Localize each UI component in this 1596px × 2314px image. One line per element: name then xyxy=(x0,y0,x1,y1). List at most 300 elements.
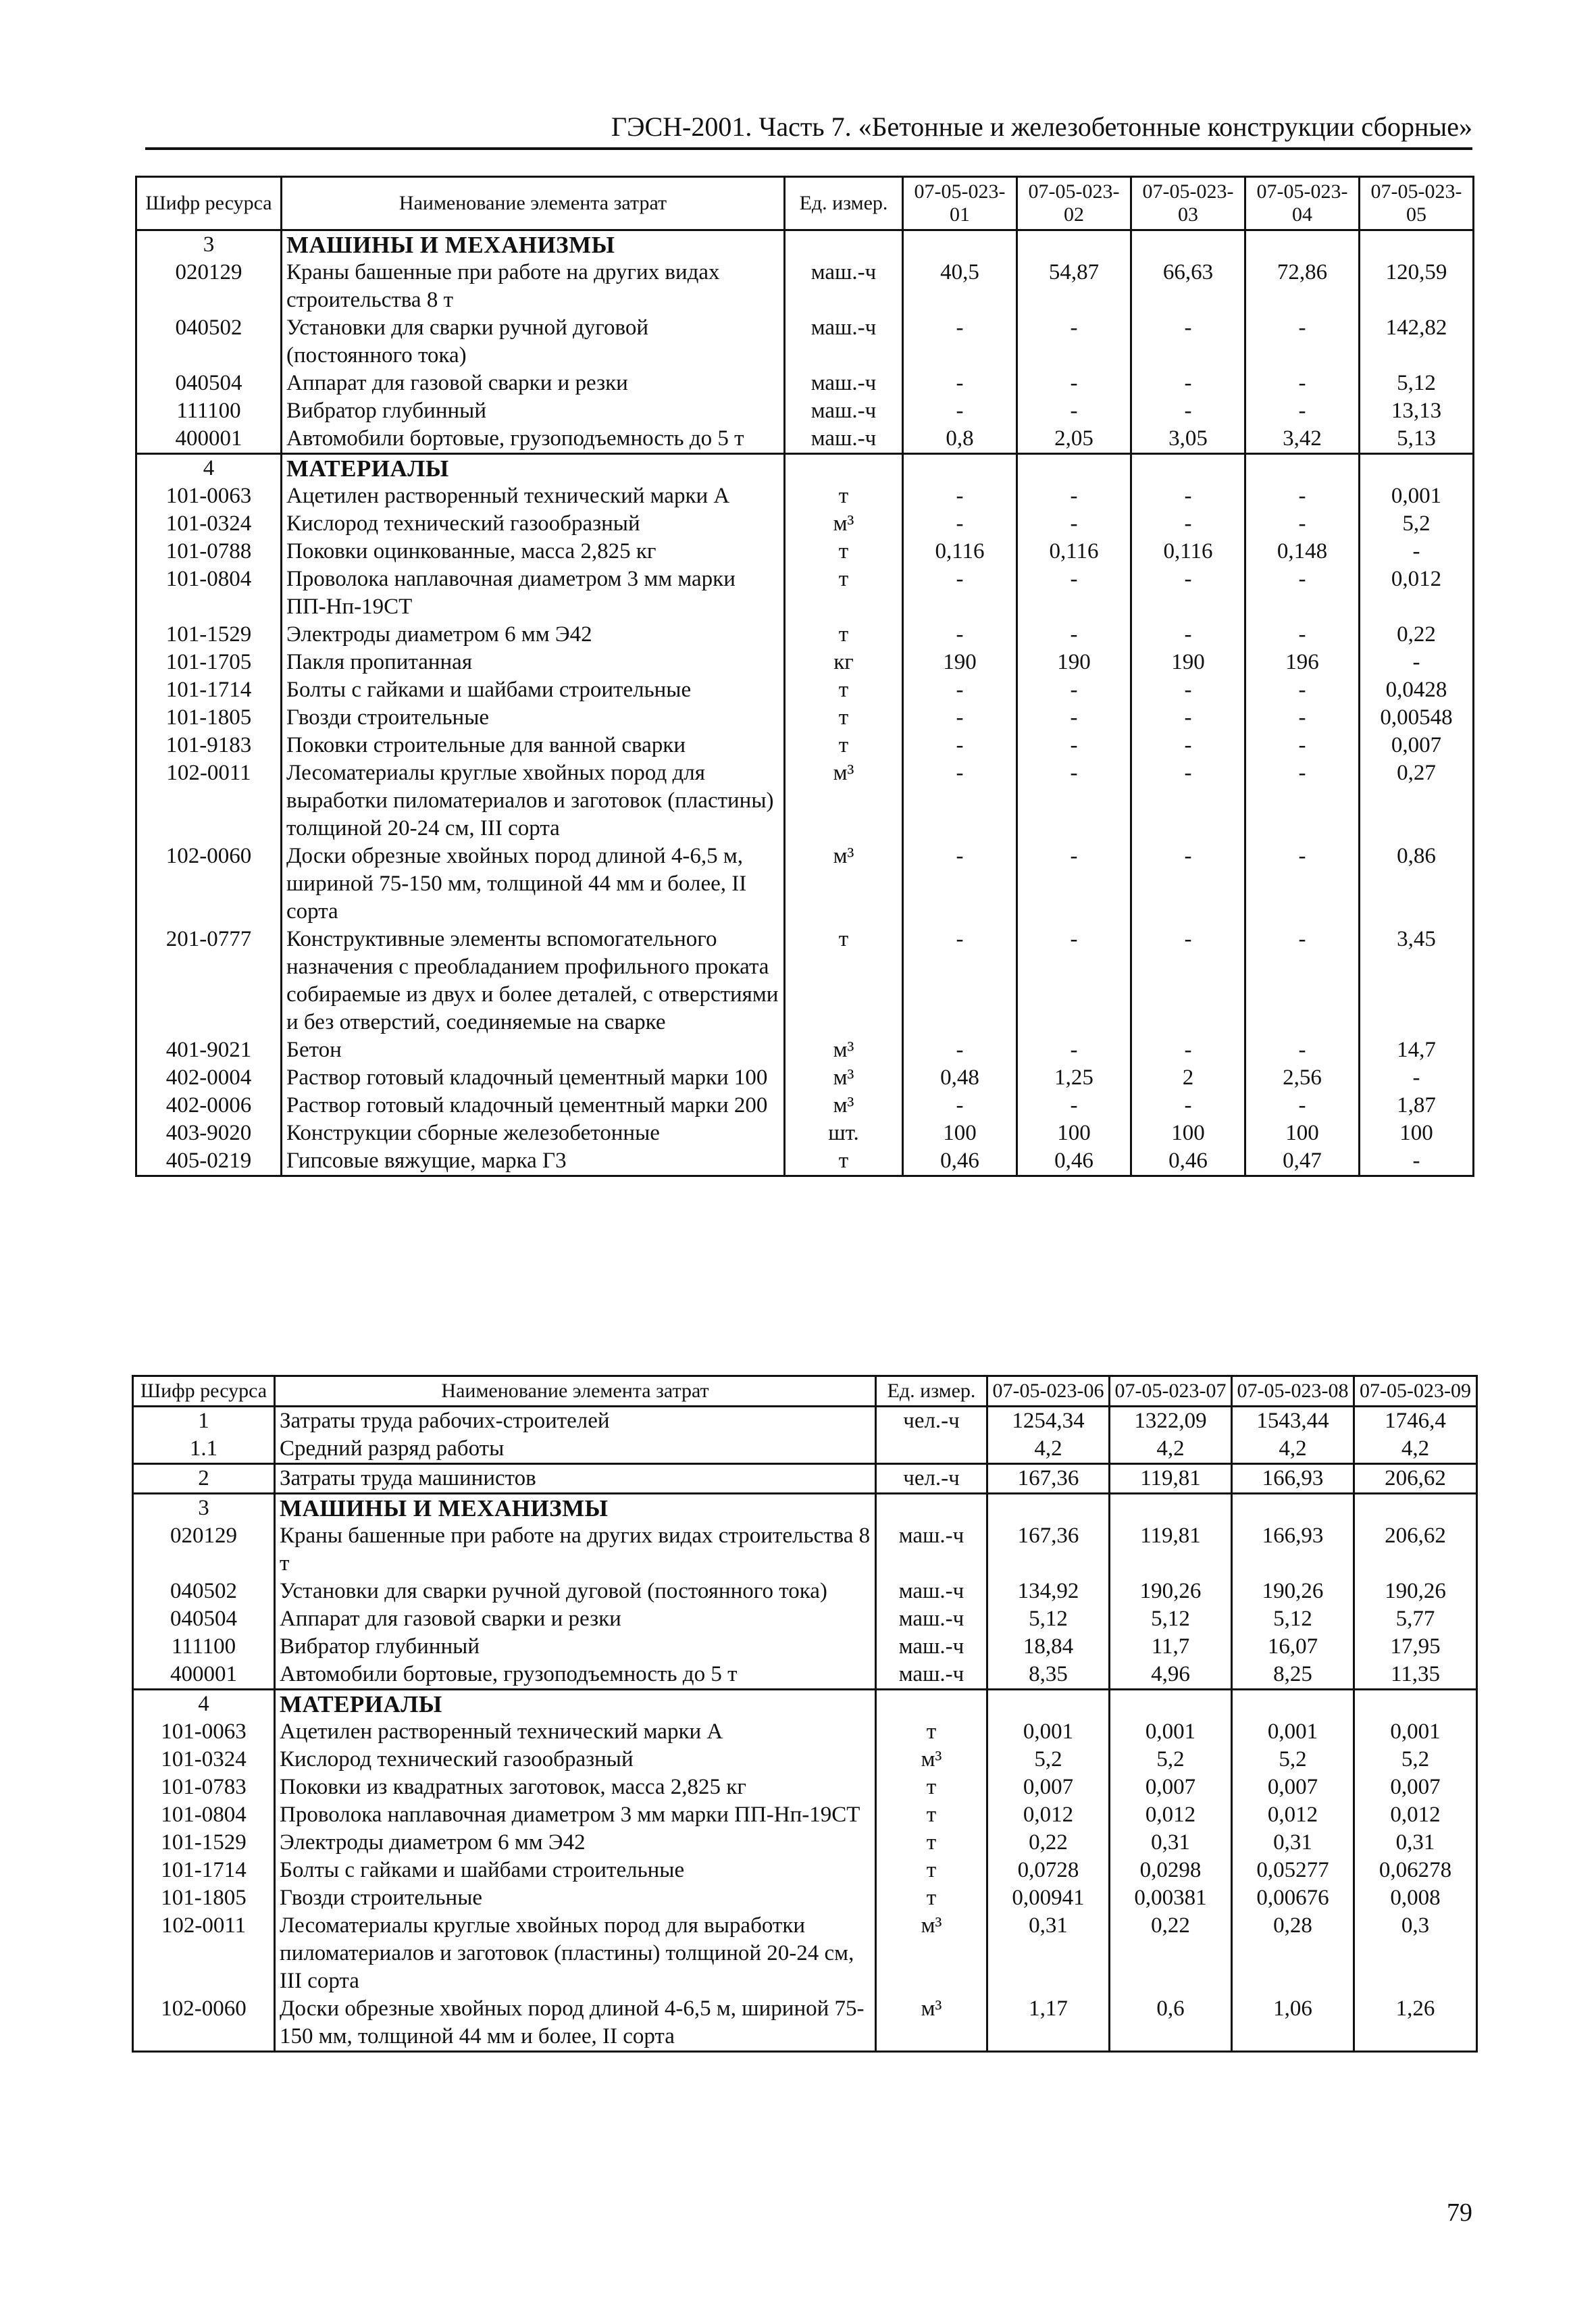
value-cell: 206,62 xyxy=(1354,1522,1477,1578)
value-cell: 0,00548 xyxy=(1360,704,1474,732)
resource-name: Гипсовые вяжущие, марка Г3 xyxy=(282,1147,785,1176)
value-cell: 1746,4 xyxy=(1354,1407,1477,1436)
value-cell: 4,2 xyxy=(1354,1435,1477,1464)
table-row xyxy=(136,621,1474,649)
resource-code: 201-0777 xyxy=(136,926,282,1036)
unit-cell xyxy=(785,230,903,259)
value-cell: - xyxy=(1017,926,1131,1036)
resource-name: Гвозди строительные xyxy=(282,704,785,732)
table-row xyxy=(136,1092,1474,1120)
value-cell: - xyxy=(1245,676,1360,704)
value-cell: 0,007 xyxy=(1232,1774,1354,1801)
resource-name: Поковки оцинкованные, масса 2,825 кг xyxy=(282,538,785,565)
resource-name: Кислород технический газообразный xyxy=(282,510,785,538)
resource-code: 401-9021 xyxy=(136,1036,282,1064)
value-cell: - xyxy=(903,510,1017,538)
table-row xyxy=(136,538,1474,565)
resource-name: МАШИНЫ И МЕХАНИЗМЫ xyxy=(275,1494,876,1523)
value-cell: 0,31 xyxy=(1232,1829,1354,1857)
value-cell: 0,007 xyxy=(987,1774,1110,1801)
value-cell: - xyxy=(1245,370,1360,397)
value-cell: 100 xyxy=(1017,1120,1131,1147)
resource-code: 102-0011 xyxy=(136,759,282,842)
value-cell xyxy=(1360,230,1474,259)
table-row xyxy=(133,1829,1477,1857)
value-cell: - xyxy=(1017,732,1131,759)
value-cell: 0,116 xyxy=(1017,538,1131,565)
unit-cell: м³ xyxy=(876,1995,987,2052)
value-cell: 5,12 xyxy=(1360,370,1474,397)
unit-cell: т xyxy=(876,1884,987,1912)
resource-code: 101-1805 xyxy=(136,704,282,732)
value-cell: - xyxy=(1245,732,1360,759)
column-header-norm: 07-05-023-06 xyxy=(987,1376,1110,1407)
resource-name: Доски обрезные хвойных пород длиной 4-6,5 м, шириной 75-150 мм, толщиной 44 мм и более, II сорта xyxy=(282,842,785,926)
value-cell xyxy=(1110,1494,1232,1523)
value-cell: - xyxy=(1017,704,1131,732)
value-cell xyxy=(903,454,1017,483)
value-cell: 0,00676 xyxy=(1232,1884,1354,1912)
resource-code: 102-0060 xyxy=(136,842,282,926)
unit-cell: маш.-ч xyxy=(785,397,903,425)
value-cell: 1,26 xyxy=(1354,1995,1477,2052)
value-cell: 1322,09 xyxy=(1110,1407,1232,1436)
resource-name: Ацетилен растворенный технический марки А xyxy=(275,1718,876,1746)
resource-code: 400001 xyxy=(136,425,282,454)
value-cell: 0,05277 xyxy=(1232,1857,1354,1884)
resource-name: МАТЕРИАЛЫ xyxy=(282,454,785,483)
unit-cell: маш.-ч xyxy=(876,1605,987,1633)
value-cell: - xyxy=(1131,1092,1245,1120)
unit-cell: т xyxy=(876,1718,987,1746)
resource-code: 4 xyxy=(133,1690,275,1719)
value-cell: 3,45 xyxy=(1360,926,1474,1036)
resource-name: Конструктивные элементы вспомогательного назначения с преобладанием профильного проката собираемые из двух и более деталей, с отверстиями и без отверстий, соединяемые на сварке xyxy=(282,926,785,1036)
value-cell: 17,95 xyxy=(1354,1633,1477,1661)
table-row xyxy=(136,649,1474,676)
value-cell: 5,12 xyxy=(1110,1605,1232,1633)
value-cell: 0,012 xyxy=(1110,1801,1232,1829)
value-cell: - xyxy=(903,621,1017,649)
unit-cell: м³ xyxy=(785,510,903,538)
resource-name: Проволока наплавочная диаметром 3 мм марки ПП-Нп-19СТ xyxy=(275,1801,876,1829)
value-cell: 2 xyxy=(1131,1064,1245,1092)
unit-cell: м³ xyxy=(785,1064,903,1092)
resource-name: МАТЕРИАЛЫ xyxy=(275,1690,876,1719)
value-cell: - xyxy=(903,842,1017,926)
value-cell: 5,2 xyxy=(1354,1746,1477,1774)
resource-name: Раствор готовый кладочный цементный марки 100 xyxy=(282,1064,785,1092)
resource-code: 040504 xyxy=(133,1605,275,1633)
value-cell: - xyxy=(903,732,1017,759)
resource-code: 101-1805 xyxy=(133,1884,275,1912)
value-cell: 100 xyxy=(903,1120,1017,1147)
value-cell: 196 xyxy=(1245,649,1360,676)
value-cell: 18,84 xyxy=(987,1633,1110,1661)
value-cell: 5,2 xyxy=(1110,1746,1232,1774)
resource-code: 040502 xyxy=(133,1578,275,1605)
value-cell: - xyxy=(1131,370,1245,397)
table-body xyxy=(136,230,1474,1176)
value-cell: - xyxy=(903,1036,1017,1064)
resource-name: Болты с гайками и шайбами строительные xyxy=(275,1857,876,1884)
value-cell: 1,17 xyxy=(987,1995,1110,2052)
resource-code: 3 xyxy=(136,230,282,259)
value-cell: 0,46 xyxy=(903,1147,1017,1176)
value-cell: 5,2 xyxy=(1360,510,1474,538)
value-cell: 142,82 xyxy=(1360,314,1474,370)
value-cell: 13,13 xyxy=(1360,397,1474,425)
value-cell: - xyxy=(1245,314,1360,370)
resource-name: Гвозди строительные xyxy=(275,1884,876,1912)
value-cell xyxy=(1131,454,1245,483)
resource-name: Аппарат для газовой сварки и резки xyxy=(282,370,785,397)
value-cell: 3,42 xyxy=(1245,425,1360,454)
unit-cell xyxy=(876,1494,987,1523)
table-header-row xyxy=(133,1376,1477,1407)
section-row xyxy=(133,1494,1477,1523)
value-cell: 66,63 xyxy=(1131,259,1245,314)
value-cell: 8,25 xyxy=(1232,1661,1354,1690)
value-cell: 5,12 xyxy=(987,1605,1110,1633)
value-cell: 134,92 xyxy=(987,1578,1110,1605)
value-cell: 1,87 xyxy=(1360,1092,1474,1120)
value-cell: 0,47 xyxy=(1245,1147,1360,1176)
unit-cell: м³ xyxy=(876,1746,987,1774)
value-cell: - xyxy=(903,482,1017,510)
value-cell: - xyxy=(1131,1036,1245,1064)
value-cell: - xyxy=(1360,649,1474,676)
resource-code: 101-0804 xyxy=(133,1801,275,1829)
value-cell: 0,46 xyxy=(1131,1147,1245,1176)
unit-cell: кг xyxy=(785,649,903,676)
value-cell xyxy=(1360,454,1474,483)
value-cell: - xyxy=(903,565,1017,621)
value-cell: 1254,34 xyxy=(987,1407,1110,1436)
value-cell: 0,31 xyxy=(1354,1829,1477,1857)
column-header-name: Наименование элемента затрат xyxy=(275,1376,876,1407)
value-cell: - xyxy=(903,676,1017,704)
resource-name: Ацетилен растворенный технический марки А xyxy=(282,482,785,510)
resource-code: 3 xyxy=(133,1494,275,1523)
table-row xyxy=(133,1718,1477,1746)
table-row xyxy=(133,1522,1477,1578)
value-cell xyxy=(987,1494,1110,1523)
value-cell: - xyxy=(1017,621,1131,649)
value-cell xyxy=(1017,454,1131,483)
unit-cell: маш.-ч xyxy=(876,1661,987,1690)
table-row xyxy=(136,370,1474,397)
value-cell: - xyxy=(1131,510,1245,538)
resource-code: 040502 xyxy=(136,314,282,370)
value-cell: 0,001 xyxy=(1232,1718,1354,1746)
value-cell: - xyxy=(1131,704,1245,732)
value-cell: - xyxy=(1017,1092,1131,1120)
value-cell: 4,2 xyxy=(1110,1435,1232,1464)
unit-cell: т xyxy=(785,621,903,649)
resource-name: Краны башенные при работе на других видах строительства 8 т xyxy=(275,1522,876,1578)
value-cell: - xyxy=(1245,565,1360,621)
value-cell: 5,13 xyxy=(1360,425,1474,454)
value-cell: - xyxy=(903,1092,1017,1120)
resource-code: 101-1529 xyxy=(136,621,282,649)
value-cell xyxy=(1017,230,1131,259)
resource-code: 101-0804 xyxy=(136,565,282,621)
value-cell: - xyxy=(903,759,1017,842)
value-cell: - xyxy=(1017,565,1131,621)
page-header: ГЭСН-2001. Часть 7. «Бетонные и железобетонные конструкции сборные» xyxy=(145,108,1472,150)
value-cell: - xyxy=(1245,842,1360,926)
unit-cell: маш.-ч xyxy=(876,1522,987,1578)
resource-name: Кислород технический газообразный xyxy=(275,1746,876,1774)
value-cell: 0,0428 xyxy=(1360,676,1474,704)
value-cell: 5,2 xyxy=(987,1746,1110,1774)
column-header-norm: 07-05-023-02 xyxy=(1017,177,1131,230)
value-cell: 72,86 xyxy=(1245,259,1360,314)
value-cell xyxy=(1232,1690,1354,1719)
section-row xyxy=(133,1690,1477,1719)
table-row xyxy=(136,314,1474,370)
value-cell: - xyxy=(1131,314,1245,370)
value-cell: - xyxy=(1245,621,1360,649)
table-row xyxy=(133,1605,1477,1633)
value-cell: - xyxy=(1245,1092,1360,1120)
value-cell: 0,27 xyxy=(1360,759,1474,842)
unit-cell xyxy=(785,454,903,483)
section-row xyxy=(136,230,1474,259)
value-cell: - xyxy=(1360,1064,1474,1092)
unit-cell: шт. xyxy=(785,1120,903,1147)
value-cell: 119,81 xyxy=(1110,1522,1232,1578)
unit-cell: чел.-ч xyxy=(876,1407,987,1436)
value-cell: 0,007 xyxy=(1360,732,1474,759)
value-cell: 190 xyxy=(1017,649,1131,676)
unit-cell: м³ xyxy=(785,842,903,926)
value-cell: 0,0728 xyxy=(987,1857,1110,1884)
resource-code: 020129 xyxy=(136,259,282,314)
unit-cell: маш.-ч xyxy=(785,259,903,314)
value-cell: - xyxy=(1245,926,1360,1036)
resource-code: 101-0324 xyxy=(133,1746,275,1774)
resource-name: Затраты труда рабочих-строителей xyxy=(275,1407,876,1436)
value-cell: 0,0298 xyxy=(1110,1857,1232,1884)
value-cell: 206,62 xyxy=(1354,1464,1477,1494)
value-cell: - xyxy=(1017,397,1131,425)
value-cell: - xyxy=(1245,704,1360,732)
value-cell: 1543,44 xyxy=(1232,1407,1354,1436)
resource-name: Автомобили бортовые, грузоподъемность до 5 т xyxy=(275,1661,876,1690)
value-cell xyxy=(1245,454,1360,483)
value-cell: 4,2 xyxy=(987,1435,1110,1464)
table-header-row xyxy=(136,177,1474,230)
value-cell: 0,001 xyxy=(987,1718,1110,1746)
table-row xyxy=(136,1147,1474,1176)
value-cell: 3,05 xyxy=(1131,425,1245,454)
value-cell: 0,012 xyxy=(1354,1801,1477,1829)
column-header-norm: 07-05-023-01 xyxy=(903,177,1017,230)
value-cell: 0,22 xyxy=(1110,1912,1232,1995)
value-cell: 1,25 xyxy=(1017,1064,1131,1092)
resource-name: Лесоматериалы круглые хвойных пород для выработки пиломатериалов и заготовок (пластины) толщиной 20-24 см, III сорта xyxy=(275,1912,876,1995)
table-row xyxy=(133,1435,1477,1464)
value-cell: - xyxy=(1245,482,1360,510)
resource-code: 400001 xyxy=(133,1661,275,1690)
value-cell: 100 xyxy=(1131,1120,1245,1147)
value-cell: 14,7 xyxy=(1360,1036,1474,1064)
value-cell: 0,116 xyxy=(1131,538,1245,565)
value-cell: 2,05 xyxy=(1017,425,1131,454)
resource-name: Поковки строительные для ванной сварки xyxy=(282,732,785,759)
value-cell: 0,116 xyxy=(903,538,1017,565)
value-cell: 0,46 xyxy=(1017,1147,1131,1176)
value-cell xyxy=(1354,1690,1477,1719)
resource-code: 1.1 xyxy=(133,1435,275,1464)
resource-code: 102-0060 xyxy=(133,1995,275,2052)
resource-name: Болты с гайками и шайбами строительные xyxy=(282,676,785,704)
resource-code: 2 xyxy=(133,1464,275,1494)
table-row xyxy=(133,1995,1477,2052)
resource-code: 402-0004 xyxy=(136,1064,282,1092)
value-cell: 5,2 xyxy=(1232,1746,1354,1774)
table-row xyxy=(136,259,1474,314)
unit-cell: маш.-ч xyxy=(876,1633,987,1661)
value-cell: 0,012 xyxy=(1360,565,1474,621)
table-row xyxy=(136,732,1474,759)
column-header-norm: 07-05-023-04 xyxy=(1245,177,1360,230)
unit-cell: т xyxy=(785,565,903,621)
resource-name: Краны башенные при работе на других видах строительства 8 т xyxy=(282,259,785,314)
value-cell xyxy=(1110,1690,1232,1719)
value-cell: 0,007 xyxy=(1110,1774,1232,1801)
value-cell: - xyxy=(1245,759,1360,842)
value-cell: 0,48 xyxy=(903,1064,1017,1092)
resource-code: 101-0324 xyxy=(136,510,282,538)
value-cell: 190,26 xyxy=(1232,1578,1354,1605)
resource-code: 101-0783 xyxy=(133,1774,275,1801)
table-row xyxy=(136,510,1474,538)
value-cell: - xyxy=(1131,565,1245,621)
resource-name: Доски обрезные хвойных пород длиной 4-6,5 м, шириной 75-150 мм, толщиной 44 мм и более, II сорта xyxy=(275,1995,876,2052)
resource-name: Вибратор глубинный xyxy=(275,1633,876,1661)
table-row xyxy=(136,842,1474,926)
resource-code: 101-1529 xyxy=(133,1829,275,1857)
table-row xyxy=(133,1912,1477,1995)
value-cell: 120,59 xyxy=(1360,259,1474,314)
unit-cell xyxy=(876,1690,987,1719)
value-cell: 166,93 xyxy=(1232,1464,1354,1494)
unit-cell: т xyxy=(785,732,903,759)
column-header-unit: Ед. измер. xyxy=(785,177,903,230)
value-cell: - xyxy=(1131,676,1245,704)
value-cell: 0,148 xyxy=(1245,538,1360,565)
resource-name: Электроды диаметром 6 мм Э42 xyxy=(282,621,785,649)
value-cell: - xyxy=(1017,510,1131,538)
value-cell: 16,07 xyxy=(1232,1633,1354,1661)
resource-name: Средний разряд работы xyxy=(275,1435,876,1464)
table-row xyxy=(136,397,1474,425)
column-header-code: Шифр ресурса xyxy=(133,1376,275,1407)
value-cell: - xyxy=(1360,538,1474,565)
value-cell: 4,96 xyxy=(1110,1661,1232,1690)
resource-name: Проволока наплавочная диаметром 3 мм марки ПП-Нп-19СТ xyxy=(282,565,785,621)
value-cell: 0,012 xyxy=(1232,1801,1354,1829)
unit-cell: т xyxy=(876,1801,987,1829)
value-cell: - xyxy=(1017,370,1131,397)
unit-cell: т xyxy=(876,1829,987,1857)
resource-name: Бетон xyxy=(282,1036,785,1064)
value-cell: - xyxy=(1017,482,1131,510)
value-cell: 100 xyxy=(1245,1120,1360,1147)
value-cell: 11,35 xyxy=(1354,1661,1477,1690)
resource-code: 101-1714 xyxy=(133,1857,275,1884)
table-row xyxy=(133,1633,1477,1661)
unit-cell: т xyxy=(876,1857,987,1884)
resource-code: 101-0063 xyxy=(133,1718,275,1746)
value-cell: - xyxy=(1360,1147,1474,1176)
resource-name: Затраты труда машинистов xyxy=(275,1464,876,1494)
unit-cell: маш.-ч xyxy=(785,370,903,397)
unit-cell: м³ xyxy=(785,759,903,842)
value-cell: - xyxy=(903,926,1017,1036)
table-row xyxy=(136,1120,1474,1147)
value-cell: - xyxy=(903,370,1017,397)
page-number: 79 xyxy=(1447,2198,1472,2227)
table-row xyxy=(133,1746,1477,1774)
value-cell xyxy=(1131,230,1245,259)
value-cell: 0,22 xyxy=(987,1829,1110,1857)
resource-name: Электроды диаметром 6 мм Э42 xyxy=(275,1829,876,1857)
value-cell: 0,012 xyxy=(987,1801,1110,1829)
table-row xyxy=(136,565,1474,621)
value-cell: 0,007 xyxy=(1354,1774,1477,1801)
value-cell xyxy=(1245,230,1360,259)
table-row xyxy=(136,759,1474,842)
value-cell: - xyxy=(903,314,1017,370)
resource-name: Конструкции сборные железобетонные xyxy=(282,1120,785,1147)
value-cell: 100 xyxy=(1360,1120,1474,1147)
value-cell: 0,001 xyxy=(1360,482,1474,510)
table-row xyxy=(133,1661,1477,1690)
resource-code: 102-0011 xyxy=(133,1912,275,1995)
value-cell xyxy=(1232,1494,1354,1523)
table-row xyxy=(136,425,1474,454)
unit-cell: маш.-ч xyxy=(785,425,903,454)
value-cell: 11,7 xyxy=(1110,1633,1232,1661)
value-cell: 4,2 xyxy=(1232,1435,1354,1464)
value-cell: - xyxy=(1131,926,1245,1036)
unit-cell: т xyxy=(785,926,903,1036)
resource-name: Раствор готовый кладочный цементный марки 200 xyxy=(282,1092,785,1120)
table-row xyxy=(136,676,1474,704)
column-header-code: Шифр ресурса xyxy=(136,177,282,230)
resource-code: 405-0219 xyxy=(136,1147,282,1176)
unit-cell: т xyxy=(785,538,903,565)
value-cell: - xyxy=(1017,1036,1131,1064)
value-cell: - xyxy=(1131,842,1245,926)
resource-code: 020129 xyxy=(133,1522,275,1578)
resource-code: 040504 xyxy=(136,370,282,397)
value-cell: 0,31 xyxy=(1110,1829,1232,1857)
value-cell: 166,93 xyxy=(1232,1522,1354,1578)
unit-cell: чел.-ч xyxy=(876,1464,987,1494)
value-cell: - xyxy=(903,397,1017,425)
unit-cell: т xyxy=(876,1774,987,1801)
table-row xyxy=(136,926,1474,1036)
value-cell: - xyxy=(1245,397,1360,425)
resource-name: Установки для сварки ручной дуговой (постоянного тока) xyxy=(275,1578,876,1605)
value-cell: - xyxy=(903,704,1017,732)
column-header-norm: 07-05-023-07 xyxy=(1110,1376,1232,1407)
